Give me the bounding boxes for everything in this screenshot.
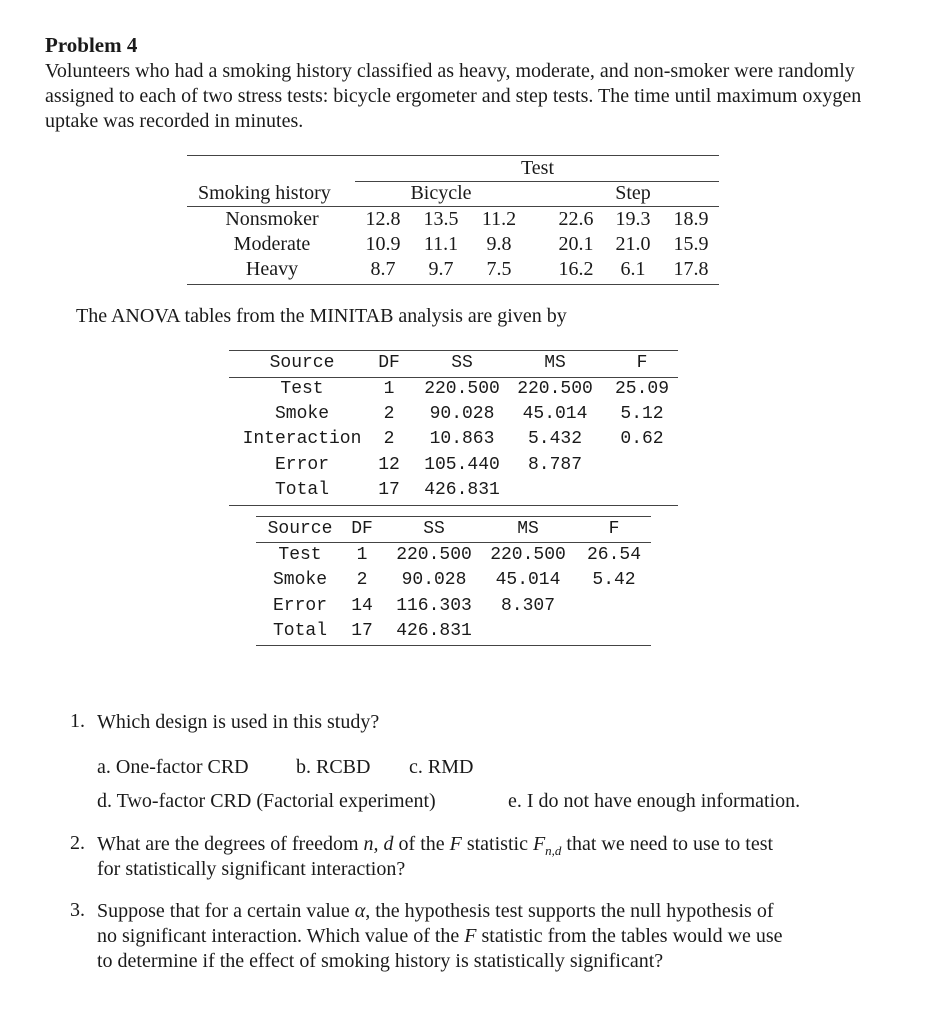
anova-header: MS [517,519,539,539]
anova-cell: 1 [356,545,368,565]
anova-cell: 220.500 [517,379,593,399]
anova-cell: Error [272,596,327,616]
anova-header: DF [351,519,373,539]
anova-cell: 0.62 [620,429,664,449]
anova-cell: 45.014 [495,570,561,590]
anova1-top-rule [229,350,678,351]
table-cell: 12.8 [365,208,401,230]
anova-cell: 45.014 [522,404,588,424]
table-cell: 10.9 [365,233,401,255]
anova1-header-rule [229,377,678,378]
anova2-header-rule [256,542,651,543]
q2-text-part: of the [398,833,445,855]
anova2-bottom-rule [256,645,651,646]
anova-cell: 426.831 [396,621,472,641]
q2-var-F-nd [532,833,562,858]
table-cell: 18.9 [673,208,709,230]
question-number: 1. [70,710,85,732]
q2-text-part: statistic [466,833,528,855]
anova-cell: 14 [351,596,373,616]
table-cell: 11.1 [423,233,459,255]
anova-cell: 2 [383,404,395,424]
anova-cell: Total [274,480,329,500]
option-b[interactable]: b. RCBD [296,756,371,778]
q3-text-part: , the hypothesis test supports the null hypothesis of [365,900,774,922]
q2-var-F-sub: n,d [545,843,562,858]
table-cell: 19.3 [615,208,651,230]
anova-cell: 25.09 [614,379,669,399]
anova-caption: The ANOVA tables from the MINITAB analysis are given by [76,305,567,327]
header-rule [187,206,719,207]
table-cell: 15.9 [673,233,709,255]
anova-cell: 17 [378,480,400,500]
q2-var-F-base: F [532,833,546,855]
anova-header: F [608,519,620,539]
table-top-rule [187,155,719,156]
row-label: Nonsmoker [225,208,319,230]
anova-header: Source [269,353,335,373]
problem-title: Problem 4 [45,33,138,57]
table-cell: 6.1 [620,258,646,280]
anova-header: Source [267,519,333,539]
table-cell: 13.5 [423,208,459,230]
q3-text-part: statistic from the tables would we use [481,925,783,947]
table-cell: 17.8 [673,258,709,280]
q3-text-part: no significant interaction. Which value of the [97,925,460,947]
anova-cell: 116.303 [396,596,472,616]
anova-cell: 10.863 [429,429,495,449]
row-label: Heavy [245,258,299,280]
row-label: Moderate [233,233,311,255]
anova-header: SS [423,519,445,539]
q3-var-F: F [464,925,477,947]
anova-cell: 8.787 [527,455,582,475]
anova-header: SS [451,353,473,373]
row-header: Smoking history [198,182,331,204]
anova-cell: 5.42 [592,570,636,590]
question-text-line3: to determine if the effect of smoking history is statistically significant? [97,950,664,972]
anova1-bottom-rule [229,505,678,506]
q3-var-alpha: α [354,900,366,922]
anova-cell: 90.028 [401,570,467,590]
question-text-line2 [97,924,783,949]
table-cell: 8.7 [370,258,396,280]
bicycle-label: Bicycle [410,182,472,204]
q2-var-F: F [449,833,462,855]
question-number: 2. [70,832,85,854]
q3-text-part: Suppose that for a certain value [97,900,350,922]
anova-cell: Test [280,379,324,399]
anova-cell: 2 [383,429,395,449]
anova-cell: 26.54 [586,545,641,565]
table-cell: 7.5 [486,258,512,280]
question-text: Which design is used in this study? [97,711,380,733]
anova-cell: 105.440 [424,455,500,475]
q2-text-part: What are the degrees of freedom [97,833,359,855]
anova-cell: Smoke [272,570,327,590]
anova-header: MS [544,353,566,373]
table-cell: 9.8 [486,233,512,255]
anova-cell: 90.028 [429,404,495,424]
option-d[interactable]: d. Two-factor CRD (Factorial experiment) [97,790,436,812]
anova-cell: 2 [356,570,368,590]
anova-cell: 220.500 [490,545,566,565]
anova-cell: 1 [383,379,395,399]
anova-cell: Total [272,621,327,641]
anova-cell: 17 [351,621,373,641]
anova-cell: Smoke [274,404,329,424]
step-label: Step [615,182,651,204]
option-c[interactable]: c. RMD [409,756,474,778]
anova-cell: 220.500 [396,545,472,565]
anova-cell: 12 [378,455,400,475]
anova-header: DF [378,353,400,373]
anova-cell: 426.831 [424,480,500,500]
anova-cell: Test [278,545,322,565]
q2-var-nd: n, d [363,833,394,855]
table-bottom-rule [187,284,719,285]
anova-cell: Error [274,455,329,475]
table-cell: 9.7 [428,258,454,280]
anova-cell: 8.307 [500,596,555,616]
anova2-top-rule [256,516,651,517]
anova-cell: 220.500 [424,379,500,399]
question-text-line1 [97,899,774,924]
question-text-line2: for statistically significant interaction? [97,858,406,880]
question-number: 3. [70,899,85,921]
anova-cell: Interaction [242,429,362,449]
anova-cell: 5.432 [527,429,582,449]
table-cell: 20.1 [558,233,594,255]
table-cell: 11.2 [481,208,517,230]
option-e[interactable]: e. I do not have enough information. [508,790,801,812]
test-header: Test [520,157,555,179]
anova-header: F [636,353,648,373]
q2-text-part: that we need to use to test [566,833,774,855]
table-cell: 16.2 [558,258,594,280]
problem-intro: Volunteers who had a smoking history classified as heavy, moderate, and non-smoker were randomly assigned to each of two stress tests: bicycle ergometer and step tests. The time until maximum oxygen uptake was recorded in minutes. [45,60,862,132]
anova-cell: 5.12 [620,404,664,424]
option-a[interactable]: a. One-factor CRD [97,756,249,778]
table-cell: 22.6 [558,208,594,230]
table-cell: 21.0 [615,233,651,255]
